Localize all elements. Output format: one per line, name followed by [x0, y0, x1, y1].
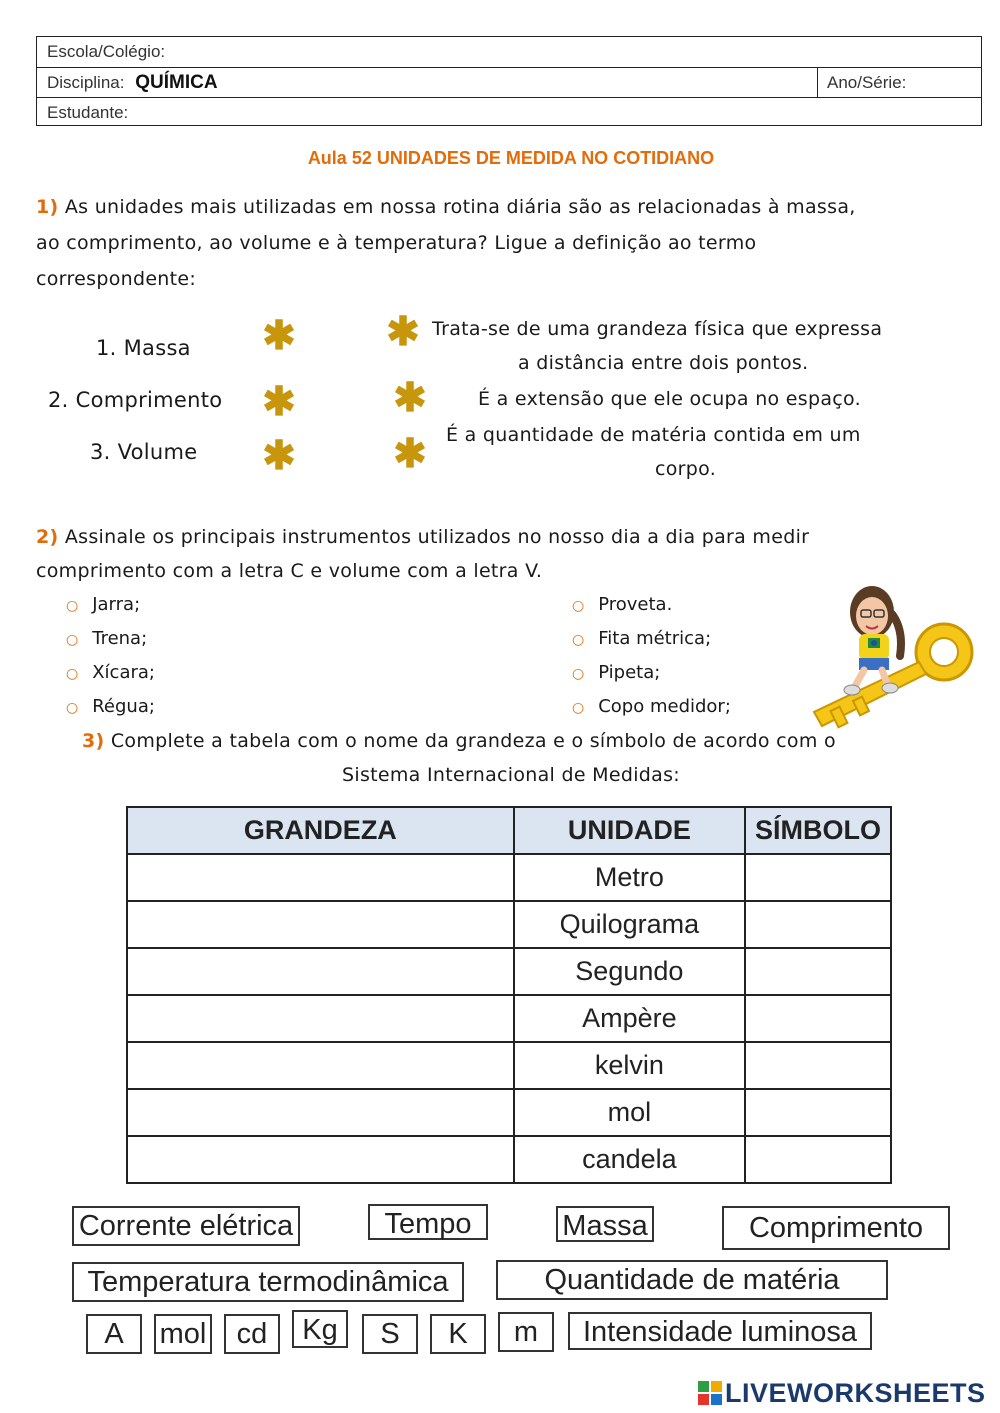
brand-text: LIVEWORKSHEETS [725, 1378, 986, 1408]
definition-1-line2: a distância entre dois pontos. [518, 352, 809, 374]
term-volume: 3. Volume [90, 440, 198, 464]
chip-intensidade-luminosa[interactable]: Intensidade luminosa [568, 1312, 872, 1350]
chip-comprimento[interactable]: Comprimento [722, 1206, 950, 1250]
discipline-label: Disciplina: [47, 73, 125, 92]
option-xicara[interactable] [66, 662, 155, 683]
definition-3-line1: É a quantidade de matéria contida em um [446, 424, 861, 446]
chip-symbol-k[interactable]: K [430, 1314, 486, 1354]
q2-line2: comprimento com a letra C e volume com a letra V. [36, 560, 543, 582]
radio-icon: ○ [66, 700, 79, 716]
unit-cell: Quilograma [514, 901, 745, 948]
chip-symbol-cd[interactable]: cd [224, 1314, 280, 1354]
key-icon [814, 624, 972, 727]
option-label: Trena; [92, 628, 148, 649]
q2-number: 2) [36, 526, 59, 548]
chip-symbol-s[interactable]: S [362, 1314, 418, 1354]
grandeza-drop-cell[interactable] [127, 1136, 514, 1183]
option-jarra[interactable] [66, 594, 140, 615]
unit-cell: candela [514, 1136, 745, 1183]
header-grandeza: GRANDEZA [127, 807, 514, 854]
definition-3-line2: corpo. [655, 458, 717, 480]
grandeza-drop-cell[interactable] [127, 995, 514, 1042]
symbol-drop-cell[interactable] [745, 901, 891, 948]
grandeza-drop-cell[interactable] [127, 948, 514, 995]
radio-icon: ○ [66, 666, 79, 682]
chip-temperatura-termodinamica[interactable]: Temperatura termodinâmica [72, 1262, 464, 1302]
table-row [127, 1089, 891, 1136]
header-box [36, 36, 982, 126]
q3-text-1: Complete a tabela com o nome da grandeza e o símbolo de acordo com o [110, 730, 836, 752]
grandeza-drop-cell[interactable] [127, 1042, 514, 1089]
radio-icon: ○ [572, 700, 585, 716]
chip-symbol-m[interactable]: m [498, 1312, 554, 1352]
symbol-drop-cell[interactable] [745, 948, 891, 995]
chip-tempo[interactable]: Tempo [368, 1204, 488, 1240]
option-pipeta[interactable] [572, 662, 660, 683]
definition-2: É a extensão que ele ocupa no espaço. [478, 388, 861, 410]
option-label: Jarra; [92, 594, 141, 615]
option-trena[interactable] [66, 628, 147, 649]
chip-corrente-eletrica[interactable]: Corrente elétrica [72, 1206, 300, 1246]
table-header-row [127, 807, 891, 854]
option-copo-medidor[interactable] [572, 696, 731, 717]
symbol-drop-cell[interactable] [745, 854, 891, 901]
table-row [127, 948, 891, 995]
chip-symbol-a[interactable]: A [86, 1314, 142, 1354]
option-label: Fita métrica; [598, 628, 712, 649]
student-row [37, 97, 981, 128]
unit-cell: kelvin [514, 1042, 745, 1089]
option-label: Régua; [92, 696, 155, 717]
chip-symbol-mol[interactable]: mol [154, 1314, 212, 1354]
liveworksheets-mark-icon [698, 1381, 722, 1405]
radio-icon: ○ [66, 598, 79, 614]
unit-cell: Ampère [514, 995, 745, 1042]
radio-icon: ○ [572, 598, 585, 614]
q1-text-1: As unidades mais utilizadas em nossa rotina diária são as relacionadas à massa, [64, 196, 856, 218]
unit-cell: mol [514, 1089, 745, 1136]
star-left-2-icon[interactable]: ✱ [262, 380, 296, 424]
school-row [37, 37, 981, 67]
term-massa: 1. Massa [96, 336, 191, 360]
table-row [127, 1042, 891, 1089]
q1-number: 1) [36, 196, 59, 218]
star-right-1-icon[interactable]: ✱ [386, 310, 420, 354]
si-units-table [126, 806, 892, 1184]
q2-line1 [36, 526, 809, 548]
table-row [127, 901, 891, 948]
radio-icon: ○ [572, 632, 585, 648]
discipline-row [37, 67, 981, 98]
q1-line1 [36, 196, 856, 218]
option-label: Pipeta; [598, 662, 661, 683]
star-right-3-icon[interactable]: ✱ [393, 432, 427, 476]
school-label: Escola/Colégio: [47, 42, 166, 61]
girl-on-key-illustration [804, 570, 984, 735]
grandeza-drop-cell[interactable] [127, 854, 514, 901]
unit-cell: Metro [514, 854, 745, 901]
q1-line2: ao comprimento, ao volume e à temperatura? Ligue a definição ao termo [36, 232, 757, 254]
symbol-drop-cell[interactable] [745, 1136, 891, 1183]
symbol-drop-cell[interactable] [745, 1089, 891, 1136]
header-unidade: UNIDADE [514, 807, 745, 854]
q3-line2: Sistema Internacional de Medidas: [342, 764, 680, 786]
symbol-drop-cell[interactable] [745, 1042, 891, 1089]
radio-icon: ○ [572, 666, 585, 682]
star-right-2-icon[interactable]: ✱ [393, 376, 427, 420]
chip-symbol-kg[interactable]: Kg [292, 1310, 348, 1348]
q1-line3: correspondente: [36, 268, 197, 290]
table-row [127, 854, 891, 901]
option-label: Proveta. [598, 594, 673, 615]
symbol-drop-cell[interactable] [745, 995, 891, 1042]
term-comprimento: 2. Comprimento [48, 388, 223, 412]
liveworksheets-logo [698, 1378, 986, 1408]
q2-text-1: Assinale os principais instrumentos utilizados no nosso dia a dia para medir [64, 526, 810, 548]
definition-1-line1: Trata-se de uma grandeza física que expressa [432, 318, 883, 340]
option-proveta[interactable] [572, 594, 672, 615]
table-row [127, 995, 891, 1042]
discipline-value: QUÍMICA [135, 72, 218, 93]
grandeza-drop-cell[interactable] [127, 1089, 514, 1136]
header-simbolo: SÍMBOLO [745, 807, 891, 854]
chip-massa[interactable]: Massa [556, 1206, 654, 1242]
star-left-3-icon[interactable]: ✱ [262, 434, 296, 478]
radio-icon: ○ [66, 632, 79, 648]
unit-cell: Segundo [514, 948, 745, 995]
star-left-1-icon[interactable]: ✱ [262, 314, 296, 358]
year-label: Ano/Série: [827, 73, 907, 92]
page-title: Aula 52 UNIDADES DE MEDIDA NO COTIDIANO [307, 148, 715, 168]
student-label: Estudante: [47, 103, 129, 122]
header-divider [817, 68, 818, 98]
option-label: Copo medidor; [598, 696, 731, 717]
q3-line1 [82, 730, 836, 752]
option-label: Xícara; [92, 662, 155, 683]
q3-number: 3) [82, 730, 105, 752]
grandeza-drop-cell[interactable] [127, 901, 514, 948]
table-row [127, 1136, 891, 1183]
option-regua[interactable] [66, 696, 155, 717]
option-fita-metrica[interactable] [572, 628, 711, 649]
chip-quantidade-de-materia[interactable]: Quantidade de matéria [496, 1260, 888, 1300]
